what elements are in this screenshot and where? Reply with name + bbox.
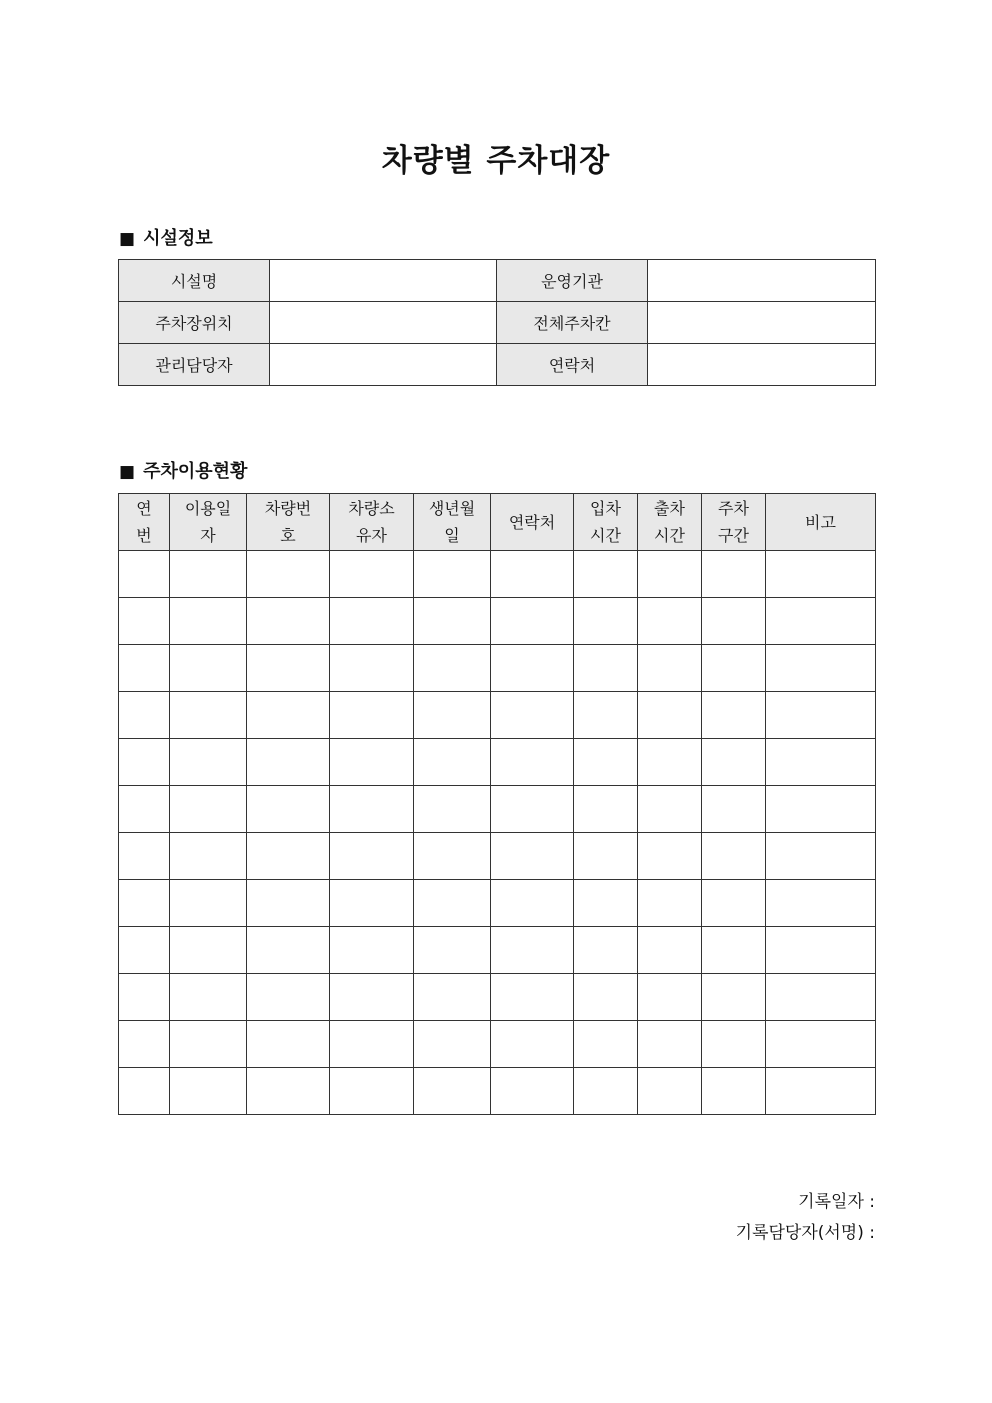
table-cell[interactable] — [247, 645, 330, 692]
table-row — [119, 974, 876, 1021]
table-cell[interactable] — [574, 833, 638, 880]
table-cell[interactable] — [119, 833, 170, 880]
record-signer-label: 기록담당자(서명) : — [735, 1223, 875, 1243]
table-cell[interactable] — [491, 645, 574, 692]
manager-label: 관리담당자 — [119, 344, 270, 386]
parking-usage-heading-label: 주차이용현황 — [143, 461, 248, 482]
header-parking-zone — [702, 494, 766, 551]
parking-location-label: 주차장위치 — [119, 302, 270, 344]
table-cell[interactable] — [119, 1021, 170, 1068]
total-spaces-field[interactable] — [648, 302, 876, 344]
header-vehicle-number — [247, 494, 330, 551]
operator-label: 운영기관 — [497, 260, 648, 302]
table-cell[interactable] — [330, 833, 414, 880]
table-cell[interactable] — [702, 833, 766, 880]
facility-name-field[interactable] — [270, 260, 497, 302]
table-cell[interactable] — [247, 880, 330, 927]
header-line: 차량번 — [264, 499, 312, 518]
table-cell[interactable] — [766, 927, 876, 974]
header-usage-date — [170, 494, 247, 551]
table-cell[interactable] — [247, 1021, 330, 1068]
table-cell[interactable] — [702, 927, 766, 974]
table-cell[interactable] — [330, 880, 414, 927]
table-cell[interactable] — [638, 786, 702, 833]
table-cell[interactable] — [414, 645, 491, 692]
table-cell[interactable] — [491, 598, 574, 645]
header-line: 출차 — [654, 499, 685, 518]
header-line: 차량소 — [348, 499, 395, 518]
table-cell[interactable] — [702, 974, 766, 1021]
table-row — [119, 598, 876, 645]
header-birth-date — [414, 494, 491, 551]
table-cell[interactable] — [119, 598, 170, 645]
total-spaces-label: 전체주차칸 — [497, 302, 648, 344]
table-cell[interactable] — [414, 598, 491, 645]
table-cell[interactable] — [330, 1021, 414, 1068]
table-cell[interactable] — [574, 739, 638, 786]
header-vehicle-owner — [330, 494, 414, 551]
table-cell[interactable] — [414, 739, 491, 786]
header-line: 연 — [136, 499, 152, 518]
record-date-label: 기록일자 : — [798, 1192, 875, 1212]
table-cell[interactable] — [491, 551, 574, 598]
header-line: 자 — [200, 526, 216, 545]
usage-body — [119, 551, 876, 1115]
table-cell[interactable] — [170, 880, 247, 927]
table-cell[interactable] — [414, 692, 491, 739]
table-cell[interactable] — [574, 927, 638, 974]
table-row — [119, 786, 876, 833]
usage-header-row — [119, 494, 876, 551]
table-cell[interactable] — [702, 786, 766, 833]
table-cell[interactable] — [766, 880, 876, 927]
table-cell[interactable] — [330, 974, 414, 1021]
table-cell[interactable] — [491, 1021, 574, 1068]
info-row — [119, 302, 876, 344]
table-cell[interactable] — [119, 880, 170, 927]
table-cell[interactable] — [330, 786, 414, 833]
table-cell[interactable] — [702, 692, 766, 739]
table-row — [119, 645, 876, 692]
square-bullet-icon: ■ — [119, 462, 136, 482]
table-cell[interactable] — [170, 645, 247, 692]
table-row — [119, 1021, 876, 1068]
table-cell[interactable] — [638, 974, 702, 1021]
header-line: 번 — [136, 526, 152, 545]
table-cell[interactable] — [119, 1068, 170, 1115]
table-row — [119, 927, 876, 974]
table-cell[interactable] — [247, 833, 330, 880]
table-cell[interactable] — [414, 551, 491, 598]
table-cell[interactable] — [574, 974, 638, 1021]
table-cell[interactable] — [574, 880, 638, 927]
table-row — [119, 833, 876, 880]
table-cell[interactable] — [574, 645, 638, 692]
table-cell[interactable] — [766, 692, 876, 739]
table-cell[interactable] — [491, 786, 574, 833]
table-cell[interactable] — [119, 786, 170, 833]
table-cell[interactable] — [491, 927, 574, 974]
table-cell[interactable] — [702, 551, 766, 598]
table-cell[interactable] — [247, 598, 330, 645]
table-cell[interactable] — [330, 645, 414, 692]
table-cell[interactable] — [574, 692, 638, 739]
table-cell[interactable] — [766, 974, 876, 1021]
header-entry-time — [574, 494, 638, 551]
table-row — [119, 551, 876, 598]
table-cell[interactable] — [491, 974, 574, 1021]
header-line: 생년월 — [428, 499, 476, 518]
table-cell[interactable] — [119, 927, 170, 974]
table-cell[interactable] — [638, 692, 702, 739]
header-line: 구간 — [718, 526, 749, 545]
square-bullet-icon: ■ — [119, 229, 136, 249]
table-cell[interactable] — [491, 833, 574, 880]
table-cell[interactable] — [574, 786, 638, 833]
header-line: 유자 — [356, 526, 387, 545]
table-cell[interactable] — [247, 927, 330, 974]
document-title: 차량별 주차대장 — [381, 143, 611, 179]
header-contact — [491, 494, 574, 551]
table-cell[interactable] — [414, 880, 491, 927]
table-cell[interactable] — [766, 786, 876, 833]
info-row — [119, 344, 876, 386]
info-row — [119, 260, 876, 302]
table-cell[interactable] — [638, 1068, 702, 1115]
table-cell[interactable] — [247, 974, 330, 1021]
table-cell[interactable] — [766, 1068, 876, 1115]
header-line: 입차 — [590, 499, 621, 518]
table-cell[interactable] — [638, 598, 702, 645]
table-cell[interactable] — [491, 692, 574, 739]
table-row — [119, 692, 876, 739]
table-cell[interactable] — [330, 598, 414, 645]
table-cell[interactable] — [170, 1068, 247, 1115]
table-cell[interactable] — [638, 645, 702, 692]
table-cell[interactable] — [119, 974, 170, 1021]
table-cell[interactable] — [414, 1068, 491, 1115]
table-cell[interactable] — [414, 974, 491, 1021]
table-cell[interactable] — [638, 927, 702, 974]
table-cell[interactable] — [414, 927, 491, 974]
header-line: 호 — [280, 526, 296, 545]
table-cell[interactable] — [330, 739, 414, 786]
table-cell[interactable] — [414, 833, 491, 880]
table-cell[interactable] — [414, 786, 491, 833]
contact-field[interactable] — [648, 344, 876, 386]
facility-info-table — [118, 259, 876, 386]
table-cell[interactable] — [766, 645, 876, 692]
header-serial-no — [119, 494, 170, 551]
table-cell[interactable] — [170, 551, 247, 598]
table-cell[interactable] — [170, 739, 247, 786]
table-cell[interactable] — [491, 1068, 574, 1115]
table-cell[interactable] — [170, 974, 247, 1021]
table-cell[interactable] — [574, 598, 638, 645]
table-row — [119, 880, 876, 927]
table-cell[interactable] — [170, 786, 247, 833]
table-cell[interactable] — [702, 645, 766, 692]
facility-info-heading-label: 시설정보 — [143, 228, 213, 249]
table-cell[interactable] — [702, 880, 766, 927]
table-cell[interactable] — [574, 1021, 638, 1068]
table-row — [119, 1068, 876, 1115]
manager-field[interactable] — [270, 344, 497, 386]
header-line: 연락처 — [508, 512, 556, 532]
table-cell[interactable] — [330, 692, 414, 739]
table-cell[interactable] — [170, 927, 247, 974]
table-cell[interactable] — [247, 739, 330, 786]
facility-name-label: 시설명 — [119, 260, 270, 302]
table-cell[interactable] — [638, 551, 702, 598]
table-row — [119, 739, 876, 786]
header-exit-time — [638, 494, 702, 551]
header-remarks — [766, 494, 876, 551]
table-cell[interactable] — [702, 1068, 766, 1115]
table-cell[interactable] — [574, 1068, 638, 1115]
table-cell[interactable] — [638, 1021, 702, 1068]
table-cell[interactable] — [170, 692, 247, 739]
table-cell[interactable] — [170, 1021, 247, 1068]
table-cell[interactable] — [702, 739, 766, 786]
table-cell[interactable] — [170, 833, 247, 880]
table-cell[interactable] — [170, 598, 247, 645]
header-line: 이용일 — [184, 499, 232, 518]
table-cell[interactable] — [702, 1021, 766, 1068]
table-cell[interactable] — [119, 692, 170, 739]
table-cell[interactable] — [414, 1021, 491, 1068]
parking-usage-heading — [119, 457, 247, 483]
parking-location-field[interactable] — [270, 302, 497, 344]
table-cell[interactable] — [574, 551, 638, 598]
table-cell[interactable] — [491, 739, 574, 786]
header-line: 시간 — [654, 526, 685, 545]
header-line: 일 — [444, 526, 460, 545]
table-cell[interactable] — [247, 1068, 330, 1115]
table-cell[interactable] — [702, 598, 766, 645]
table-cell[interactable] — [247, 551, 330, 598]
operator-field[interactable] — [648, 260, 876, 302]
header-line: 시간 — [590, 526, 621, 545]
table-cell[interactable] — [638, 880, 702, 927]
table-cell[interactable] — [330, 927, 414, 974]
header-line: 비고 — [805, 512, 836, 532]
table-cell[interactable] — [491, 880, 574, 927]
table-cell[interactable] — [638, 833, 702, 880]
parking-usage-table — [118, 493, 876, 1115]
header-line: 주차 — [718, 499, 749, 518]
table-cell[interactable] — [119, 739, 170, 786]
contact-label: 연락처 — [497, 344, 648, 386]
table-cell[interactable] — [330, 1068, 414, 1115]
table-cell[interactable] — [330, 551, 414, 598]
table-cell[interactable] — [247, 786, 330, 833]
facility-info-heading — [119, 224, 213, 250]
table-cell[interactable] — [766, 551, 876, 598]
table-cell[interactable] — [766, 833, 876, 880]
table-cell[interactable] — [766, 739, 876, 786]
table-cell[interactable] — [119, 551, 170, 598]
table-cell[interactable] — [638, 739, 702, 786]
table-cell[interactable] — [766, 1021, 876, 1068]
table-cell[interactable] — [766, 598, 876, 645]
table-cell[interactable] — [119, 645, 170, 692]
table-cell[interactable] — [247, 692, 330, 739]
